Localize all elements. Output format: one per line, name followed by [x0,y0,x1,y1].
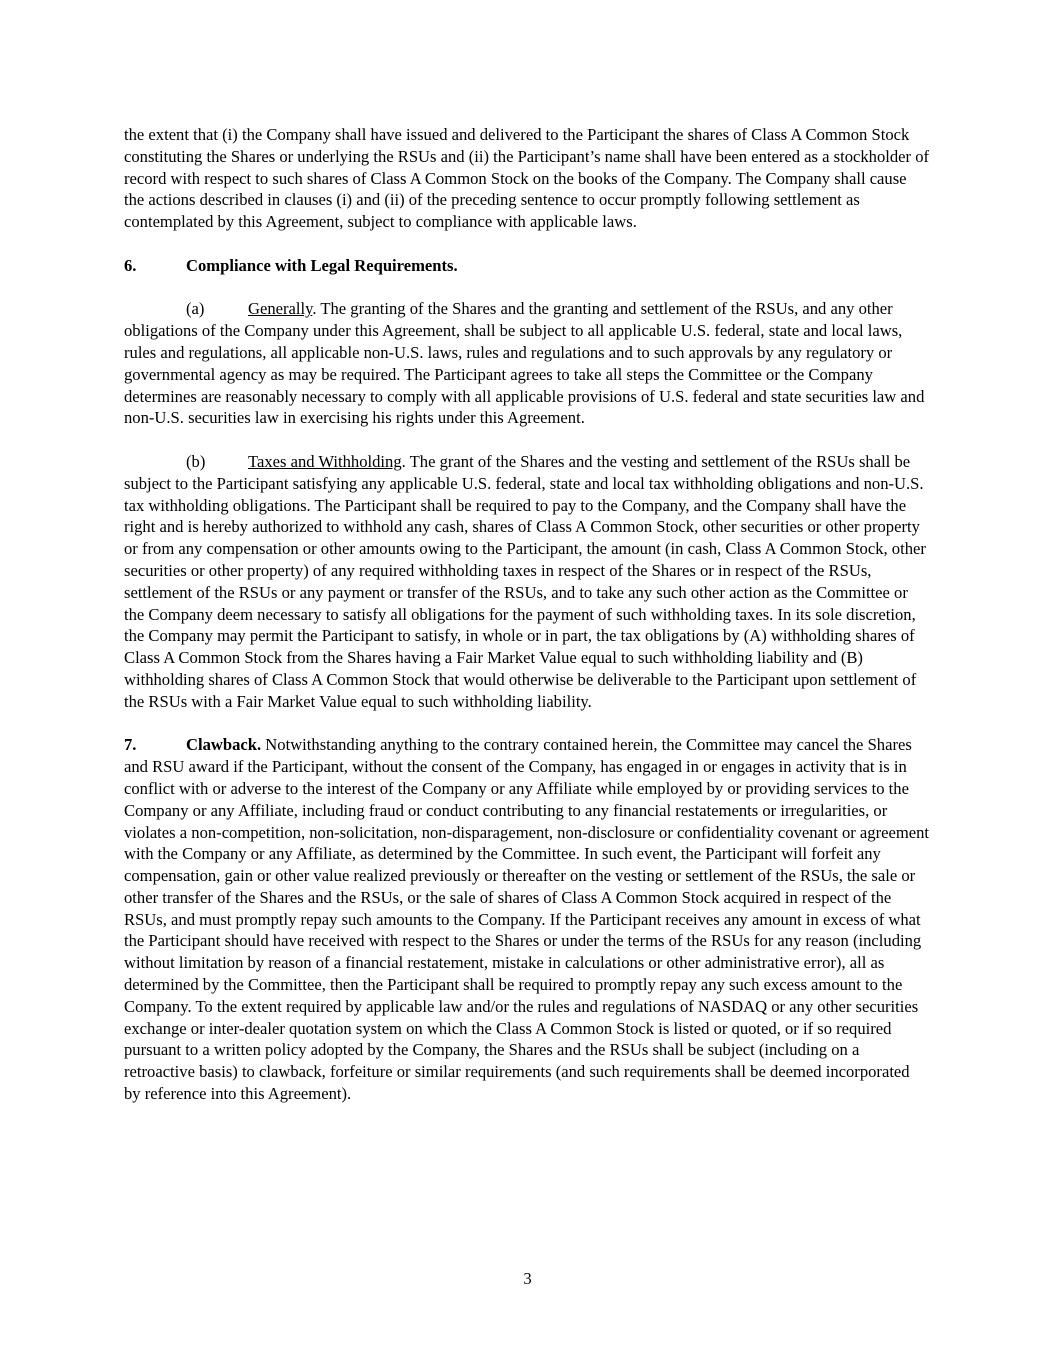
section-6a-paragraph [124,298,930,429]
section-6a-label: (a) [186,299,205,319]
section-6b-label: (b) [186,451,206,471]
page-number: 3 [523,1269,532,1288]
section-7-text: Notwithstanding anything to the contrary contained herein, the Committee may cancel the Shares and RSU award if the Participant, without the consent of the Company, has engaged in or engages in activity that is in conflict with or adverse to the interest of the Company or any Affiliate while employed by or providing services to the Company or any Affiliate, including fraud or conduct contributing to any financial restatements or irregularities, or violates a non-competition, non-solicitation, non-disparagement, non-disclosure or confidentiality covenant or agreement with the Company or any Affiliate, as determined by the Committee. In such event, the Participant will forfeit any compensation, gain or other value realized previously or thereafter on the vesting or settlement of the RSUs, the sale or other transfer of the Shares and the RSUs, or the sale of shares of Class A Common Stock acquired in respect of the RSUs, and must promptly repay such amounts to the Company. If the Participant receives any amount in excess of what the Participant should have received with respect to the Shares or under the terms of the RSUs for any reason (including without limitation by reason of a financial restatement, mistake in calculations or other administrative error), all as determined by the Committee, then the Participant shall be required to promptly repay any such excess amount to the Company. To the extent required by applicable law and/or the rules and regulations of NASDAQ or any other securities exchange or inter-dealer quotation system on which the Class A Common Stock is listed or quoted, or if so required pursuant to a written policy adopted by the Company, the Shares and the RSUs shall be subject (including on a retroactive basis) to clawback, forfeiture or similar requirements (and such requirements shall be deemed incorporated by reference into this Agreement). [124,735,930,1104]
section-6a-heading: Generally [248,299,313,319]
section-7-number: 7. [124,735,137,755]
section-7-title: Clawback. [186,735,262,755]
document-page [124,124,930,1127]
section-6-number: 6. [124,255,137,275]
continuation-paragraph: the extent that (i) the Company shall have issued and delivered to the Participant the shares of Class A Common Stock constituting the Shares or underlying the RSUs and (ii) the Participant’s name shall have been entered as a stockholder of record with respect to such shares of Class A Common Stock on the books of the Company. The Company shall cause the actions described in clauses (i) and (ii) of the preceding sentence to occur promptly following settlement as contemplated by this Agreement, subject to compliance with applicable laws. [124,125,930,232]
section-6a-text: . The granting of the Shares and the granting and settlement of the RSUs, and any other obligations of the Company under this Agreement, shall be subject to all applicable U.S. federal, state and local laws, rules and regulations, all applicable non-U.S. laws, rules and regulations and to such approvals by any regulatory or governmental agency as may be required. The Participant agrees to take all steps the Committee or the Company determines are reasonably necessary to comply with all applicable provisions of U.S. federal and state securities law and non-U.S. securities law in exercising his rights under this Agreement. [124,299,925,428]
section-6b-paragraph [124,451,930,713]
section-6b-text: . The grant of the Shares and the vesting and settlement of the RSUs shall be subject to the Participant satisfying any applicable U.S. federal, state and local tax withholding obligations and non-U.S. tax withholding obligations. The Participant shall be required to pay to the Company, and the Company shall have the right and is hereby authorized to withhold any cash, shares of Class A Common Stock, other securities or other property or from any compensation or other amounts owing to the Participant, the amount (in cash, Class A Common Stock, other securities or other property) of any required withholding taxes in respect of the Shares or in respect of the RSUs, settlement of the RSUs or any payment or transfer of the RSUs, and to take any such other action as the Committee or the Company deem necessary to satisfy all obligations for the payment of such withholding taxes. In its sole discretion, the Company may permit the Participant to satisfy, in whole or in part, the tax obligations by (A) withholding shares of Class A Common Stock from the Shares having a Fair Market Value equal to such withholding liability and (B) withholding shares of Class A Common Stock that would otherwise be deliverable to the Participant upon settlement of the RSUs with a Fair Market Value equal to such withholding liability. [124,451,926,711]
section-6b-heading: Taxes and Withholding [248,451,402,471]
section-7-paragraph [124,734,930,1105]
section-6-title: Compliance with Legal Requirements. [186,255,458,275]
section-6-heading [124,255,930,277]
